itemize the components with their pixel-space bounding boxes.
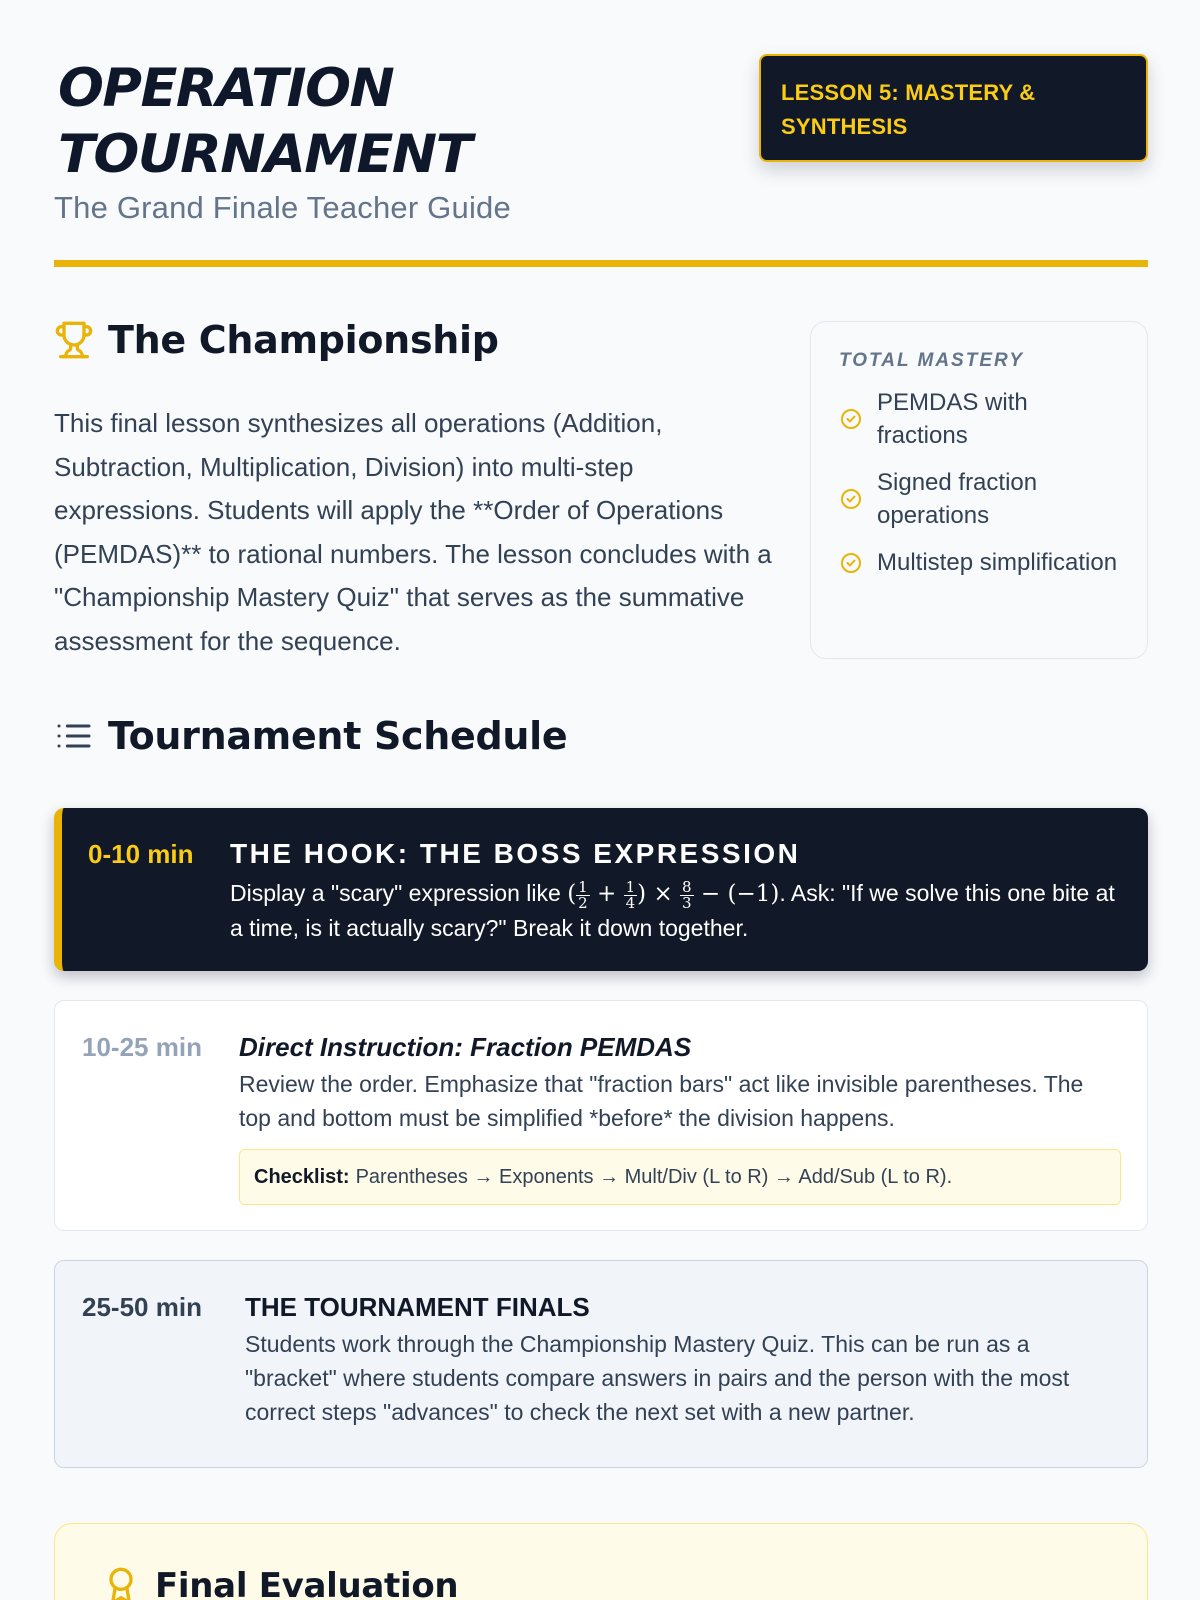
page-subtitle: The Grand Finale Teacher Guide [54, 190, 511, 225]
block-title: Direct Instruction: Fraction PEMDAS [239, 1032, 692, 1062]
schedule-block-finals [54, 1260, 1148, 1468]
lesson-badge: LESSON 5: MASTERY & SYNTHESIS [759, 54, 1148, 162]
schedule-block-instruction [54, 1000, 1148, 1231]
check-circle-icon [839, 487, 863, 511]
block-title: THE HOOK: THE BOSS EXPRESSION [230, 838, 801, 869]
final-evaluation-heading [101, 1566, 458, 1600]
mastery-item-text: Multistep simplification [877, 549, 1118, 576]
block-description: Students work through the Championship Mastery Quiz. This can be run as a "bracket" where students compare answers in pairs and the person with the most correct steps "advances" to check the next set with a new partner. [245, 1331, 1070, 1425]
final-evaluation-card [54, 1523, 1148, 1600]
checklist-text: Parentheses → Exponents → Mult/Div (L to R) → Add/Sub (L to R). [355, 1165, 953, 1188]
championship-title: The Championship [108, 318, 499, 362]
block-time: 25-50 min [82, 1292, 202, 1322]
championship-description: This final lesson synthesizes all operations (Addition, Subtraction, Multiplication, Division) into multi-step expressions. Students will apply the **Order of Operations (PEMDAS)** to rational numbers. The lesson concludes with a "Championship Mastery Quiz" that serves as the summative assessment for the sequence. [54, 408, 772, 656]
award-icon [101, 1566, 141, 1600]
checklist-label: Checklist: [254, 1165, 350, 1188]
mastery-label: TOTAL MASTERY [839, 350, 1025, 371]
title-line-1: OPERATION [58, 58, 394, 119]
schedule-block-hook [54, 808, 1148, 971]
header-divider [54, 260, 1148, 267]
block-time: 0-10 min [88, 839, 194, 869]
block-title: THE TOURNAMENT FINALS [245, 1292, 590, 1322]
mastery-item [839, 386, 1119, 452]
page-title [58, 56, 471, 188]
block-description: Review the order. Emphasize that "fraction bars" act like invisible parentheses. The top and bottom must be simplified *before* the division happens. [239, 1071, 1084, 1131]
check-circle-icon [839, 407, 863, 431]
check-circle-icon [839, 551, 863, 575]
mastery-item [839, 466, 1119, 532]
hook-text-after: . Ask: "If we solve this one bite at a time, is it actually scary?" Break it down together. [230, 880, 1115, 941]
mastery-item [839, 546, 1119, 579]
title-line-2: TOURNAMENT [58, 124, 471, 185]
trophy-icon [54, 320, 94, 360]
list-icon [54, 716, 94, 756]
championship-heading [54, 318, 499, 362]
schedule-heading [54, 714, 567, 758]
schedule-title: Tournament Schedule [108, 714, 568, 758]
boss-expression: ( $\frac{1}{2}$ + $\frac{1}{4}$ ) × $\frac{8}{3}$ − (−1) [567, 877, 780, 912]
checklist-callout [239, 1149, 1121, 1205]
block-description [230, 876, 1130, 945]
mastery-item-text: PEMDAS with fractions [877, 389, 1028, 449]
mastery-item-text: Signed fraction operations [877, 469, 1038, 529]
hook-text-before: Display a "scary" expression like [230, 880, 568, 906]
mastery-card [810, 321, 1148, 659]
page-header [54, 0, 1147, 268]
final-evaluation-title: Final Evaluation [155, 1566, 459, 1600]
teacher-guide-page [54, 0, 1147, 1600]
block-time: 10-25 min [82, 1032, 202, 1062]
